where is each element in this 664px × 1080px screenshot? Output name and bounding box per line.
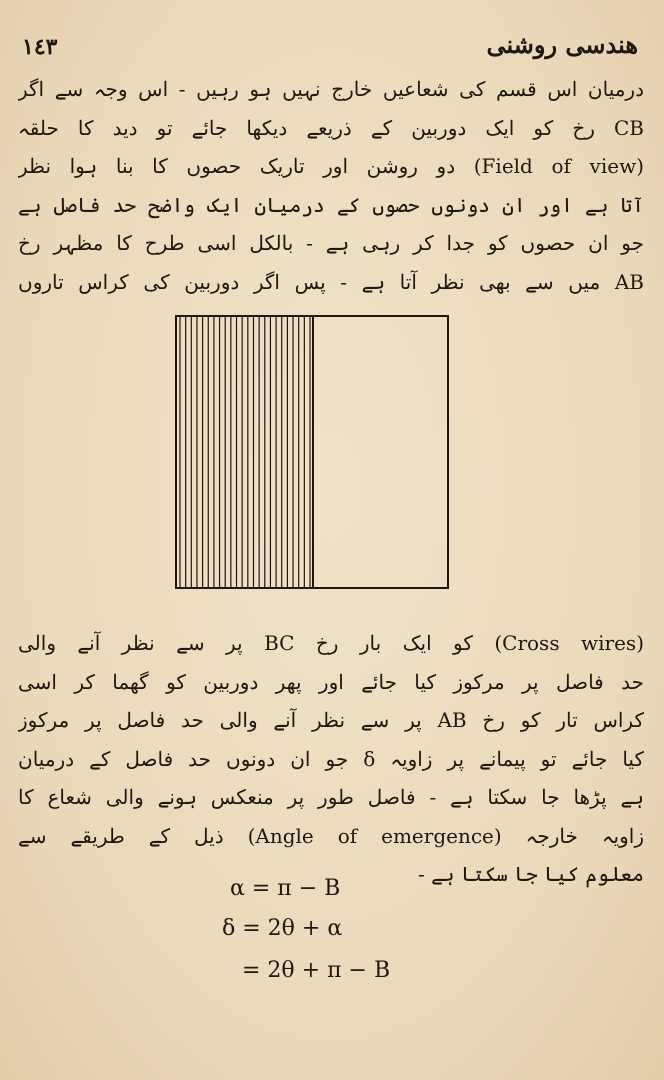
- text-line: (Cross wires) کو ایک بار رخ BC پر سے نظر آنے والی: [18, 631, 644, 655]
- paragraph-1: [18, 70, 644, 301]
- equation-delta-expanded: = 2θ + π − B: [242, 958, 391, 983]
- dark-half-stripes: [180, 316, 310, 588]
- text-line: ہے پڑھا جا سکتا ہے - فاصل طور پر منعکس ہونے والی شعاع کا: [18, 785, 644, 809]
- text-line: AB میں سے بھی نظر آتا ہے - پس اگر دوربین کی کراس تاروں: [18, 269, 644, 294]
- text-line: کراس تار کو رخ AB پر سے نظر آنے والی حد فاصل پر مرکوز: [18, 708, 644, 732]
- text-line-last: معلوم کیا جا سکتا ہے -: [417, 862, 644, 886]
- running-title: هندسی روشنی: [486, 30, 638, 59]
- field-of-view-figure: [172, 312, 452, 592]
- text-line: جو ان حصوں کو جدا کر رہی ہے - بالکل اسی طرح کا مظہر رخ: [18, 231, 644, 255]
- paragraph-2: [18, 624, 644, 894]
- equation-alpha: α = π − B: [230, 876, 341, 901]
- equation-delta: δ = 2θ + α: [222, 916, 343, 941]
- figure-svg: [172, 312, 452, 592]
- text-line: آتا ہے اور ان دونوں حصوں کے درمیان ایک واضح حد فاصل ہے: [18, 192, 644, 217]
- text-line: کیا جائے تو پیمانے پر زاویہ δ جو ان دونوں حد فاصل کے درمیان: [18, 746, 644, 771]
- page-header: [22, 30, 638, 70]
- text-line: (Field of view) دو روشن اور تاریک حصوں کا بنا ہوا نظر: [18, 154, 644, 178]
- page-number: ١٤٣: [22, 34, 58, 60]
- text-line: CB رخ کو ایک دوربین کے ذریعے دیکھا جائے تو دید کا حلقہ: [18, 115, 644, 140]
- text-line: درمیان اس قسم کی شعاعیں خارج نہیں ہو رہیں - اس وجہ سے اگر: [18, 77, 644, 101]
- text-line: حد فاصل پر مرکوز کیا جائے اور پھر دوربین کو گھما کر اسی: [18, 669, 644, 694]
- text-line: زاویہ خارجہ (Angle of emergence) ذیل کے طریقے سے: [18, 823, 644, 848]
